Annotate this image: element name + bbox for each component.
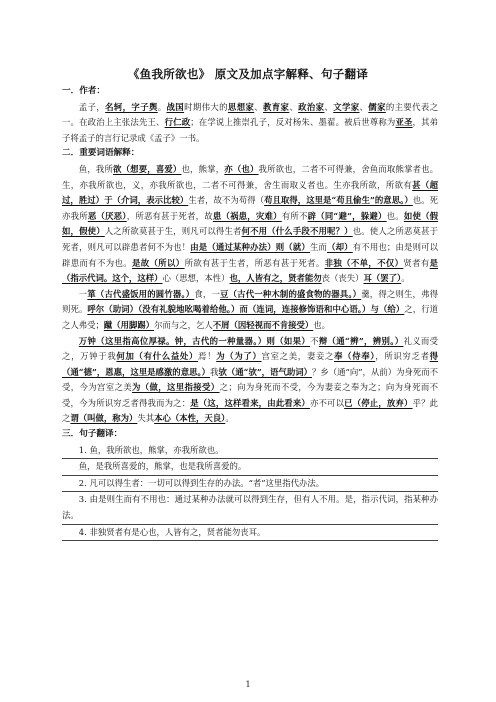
text: 。 bbox=[401, 273, 410, 284]
gloss: 是（这，这样看来，由此看来） bbox=[190, 397, 310, 408]
section-heading-author: 一．作者： bbox=[62, 86, 105, 96]
text: 、 bbox=[254, 101, 264, 112]
gloss: 蹴（用脚踢） bbox=[103, 319, 155, 330]
section-heading-vocabulary: 二．重要词语解释： bbox=[62, 148, 140, 159]
text: 、 bbox=[289, 101, 299, 112]
gloss: 何不用（什么手段不用呢？） bbox=[241, 226, 353, 237]
text: ，其弟子将孟子的言行记录成《孟子》一书。 bbox=[62, 117, 439, 143]
document-title: 《鱼我所欲也》 原文及加点字解释、句子翻译 bbox=[127, 67, 369, 81]
gloss: 甚（超过，胜过）于（介词，表示比较） bbox=[62, 179, 439, 206]
vocabulary-paragraph-2 bbox=[62, 287, 438, 334]
gloss: 为（做，这里指接受） bbox=[132, 382, 220, 393]
text: 之；向为身死而不受，今为妻妾之奉为之；向为身死而不受，今为所识穷乏者得我而为之： bbox=[62, 382, 439, 408]
text: 食，一 bbox=[194, 288, 221, 299]
text: 有不用也；由是则可以辟患而有不为也。 bbox=[62, 241, 439, 268]
gloss: （却） bbox=[327, 241, 353, 252]
text: 的主要代表之一。在政治上主张法先王、 bbox=[62, 101, 439, 128]
gloss: 谓（叫做，称为） bbox=[70, 413, 138, 424]
translation-line-5: 4. 非独贤者有是心也，人皆有之，贤者能勿丧耳。 bbox=[62, 525, 438, 542]
key-term: 政治家 bbox=[298, 101, 325, 112]
text: 心（思想，本性） bbox=[162, 273, 230, 284]
text: 有所不 bbox=[281, 210, 308, 221]
text: ，所恶有甚于死者，故 bbox=[126, 210, 213, 221]
gloss: 是故（所以） bbox=[132, 257, 185, 268]
text: ；在学说上推崇孔子，反对杨朱、墨翟。被后世尊称为 bbox=[190, 117, 396, 128]
text: 宫室之美，妻妾之 bbox=[261, 351, 335, 362]
text: 贤者有 bbox=[403, 257, 430, 268]
text: 之，行道之人弗受； bbox=[62, 304, 439, 330]
text: 、 bbox=[359, 101, 369, 112]
text: 鱼，我所 bbox=[78, 163, 114, 174]
gloss: 欤（通“欤”，语气助词） bbox=[218, 366, 312, 377]
gloss: 苟且取得，这里是“苟且偷生”的意思。） bbox=[264, 195, 413, 206]
text: 失其 bbox=[137, 413, 155, 424]
text: 时期伟大的 bbox=[184, 101, 228, 112]
gloss: 欲（想要，喜爱） bbox=[113, 163, 182, 174]
text: 人之所欲莫甚于生，则凡可以得生者 bbox=[104, 226, 242, 237]
vocabulary-paragraph-3 bbox=[62, 334, 438, 428]
key-term: 战国 bbox=[166, 101, 185, 112]
vocabulary-paragraph-1 bbox=[62, 162, 438, 287]
key-term: 行仁政 bbox=[164, 117, 191, 128]
text: 。 bbox=[157, 101, 167, 112]
gloss: 患（祸患，灾难） bbox=[212, 210, 282, 221]
page-number: 1 bbox=[245, 680, 251, 689]
gloss: 为（为了） bbox=[216, 351, 262, 362]
text: 也，熊掌， bbox=[181, 163, 225, 174]
text: 生而 bbox=[309, 241, 328, 252]
text: 也。使人之所恶莫甚于死者，则凡可以辟患者何不为也！ bbox=[62, 226, 439, 252]
gloss: 非独（不单，不仅） bbox=[324, 257, 404, 268]
gloss: 是（指示代词。这个，这样） bbox=[62, 257, 439, 284]
gloss: 得（通“德”，恩惠，这里是感激的意思。） bbox=[62, 351, 439, 377]
text: ？乡（通“向”，从前）为身死而不受，今为宫室之美 bbox=[62, 366, 439, 393]
translation-line-1: 1. 鱼，我所欲也，熊掌，亦我所欲也。 bbox=[62, 443, 438, 460]
key-term: 亚圣 bbox=[395, 117, 413, 128]
text: 所欲有甚于生者，所恶有甚于死者。 bbox=[184, 257, 325, 268]
text: 不 bbox=[310, 335, 319, 346]
gloss: 不屑（因轻视而不肯接受） bbox=[212, 319, 314, 330]
text: 也。 bbox=[386, 210, 404, 221]
key-term: 思想家 bbox=[227, 101, 255, 112]
gloss: 何加（有什么益处） bbox=[116, 351, 199, 362]
gloss: 与（给） bbox=[370, 304, 405, 315]
document-body bbox=[62, 84, 438, 541]
text: 也。死亦我所 bbox=[62, 195, 439, 221]
gloss: 恶（厌恶） bbox=[87, 210, 127, 221]
text: 一 bbox=[78, 288, 88, 299]
gloss: 呼尔（助词）（没有礼貌地吆喝着给他。） bbox=[87, 304, 240, 315]
gloss: 耳（罢了） bbox=[363, 273, 402, 284]
text: 乎？此之 bbox=[62, 397, 439, 424]
text: 我 bbox=[210, 366, 219, 377]
gloss: 箪（古代盛饭用的圆竹器。） bbox=[87, 288, 195, 299]
key-term: 名轲，字子舆 bbox=[105, 101, 158, 112]
text: 礼义而受之，万钟于我 bbox=[62, 335, 439, 362]
text: 。 bbox=[225, 413, 234, 424]
gloss: 奉（侍奉） bbox=[334, 351, 376, 362]
translation-line-3: 2. 凡可以得生者：一切可以得到生存的办法。“者”这里指代办法。 bbox=[62, 476, 438, 493]
gloss: 也，人皆有之，贤者能勿 bbox=[229, 273, 322, 284]
text: 、 bbox=[324, 101, 334, 112]
text: 生者，故不为苟得（ bbox=[188, 195, 265, 206]
key-term: 儒家 bbox=[368, 101, 386, 112]
key-term: 文学家 bbox=[333, 101, 360, 112]
gloss: 已（停止，放弃） bbox=[344, 397, 413, 408]
section-heading-translation: 三．句子翻译： bbox=[62, 429, 123, 440]
gloss: 豆（古代一种木制的盛食物的器具。） bbox=[220, 288, 362, 299]
gloss: 万钟（这里指高位厚禄。钟，古代的一种量器。）则（如果） bbox=[78, 335, 311, 346]
text: ，所识穷乏者 bbox=[375, 351, 430, 362]
text: 尔而与之，乞人 bbox=[154, 319, 213, 330]
key-term: 教育家 bbox=[263, 101, 290, 112]
gloss: 亦（也） bbox=[224, 163, 259, 174]
author-paragraph bbox=[62, 100, 438, 147]
gloss: 辩（通“辨”，辨别。） bbox=[318, 335, 404, 346]
gloss: 由是（通过某种办法）则（就） bbox=[190, 241, 310, 252]
text: 焉！ bbox=[198, 351, 217, 362]
text: 孟子， bbox=[78, 101, 106, 112]
text: 我所欲也，二者不可得兼，舍鱼而取熊掌者也。生，亦我所欲也，义，亦我所欲也，二者不可得兼，舍生而取义者也。生亦我所欲，所欲有 bbox=[62, 163, 439, 190]
gloss: 辟（同“避”，躲避） bbox=[307, 210, 387, 221]
translation-line-2: 鱼，是我所喜爱的，熊掌，也是我所喜爱的。 bbox=[62, 459, 438, 476]
text: 也。 bbox=[313, 319, 330, 330]
translation-line-4: 3. 由是则生而有不用也：通过某种办法就可以得到生存，但有人不用。是，指示代词，指某种办法。 bbox=[62, 492, 438, 524]
text: 丧（丧失） bbox=[321, 273, 364, 284]
gloss: 如使（假如，假使） bbox=[62, 210, 439, 237]
gloss: 本心（本性，天良） bbox=[154, 413, 226, 424]
text: 羹，得之则生，弗得则死。 bbox=[62, 288, 439, 315]
gloss: 而（连词，连接修饰语和中心语。） bbox=[239, 304, 371, 315]
text: 亦不可以 bbox=[309, 397, 345, 408]
